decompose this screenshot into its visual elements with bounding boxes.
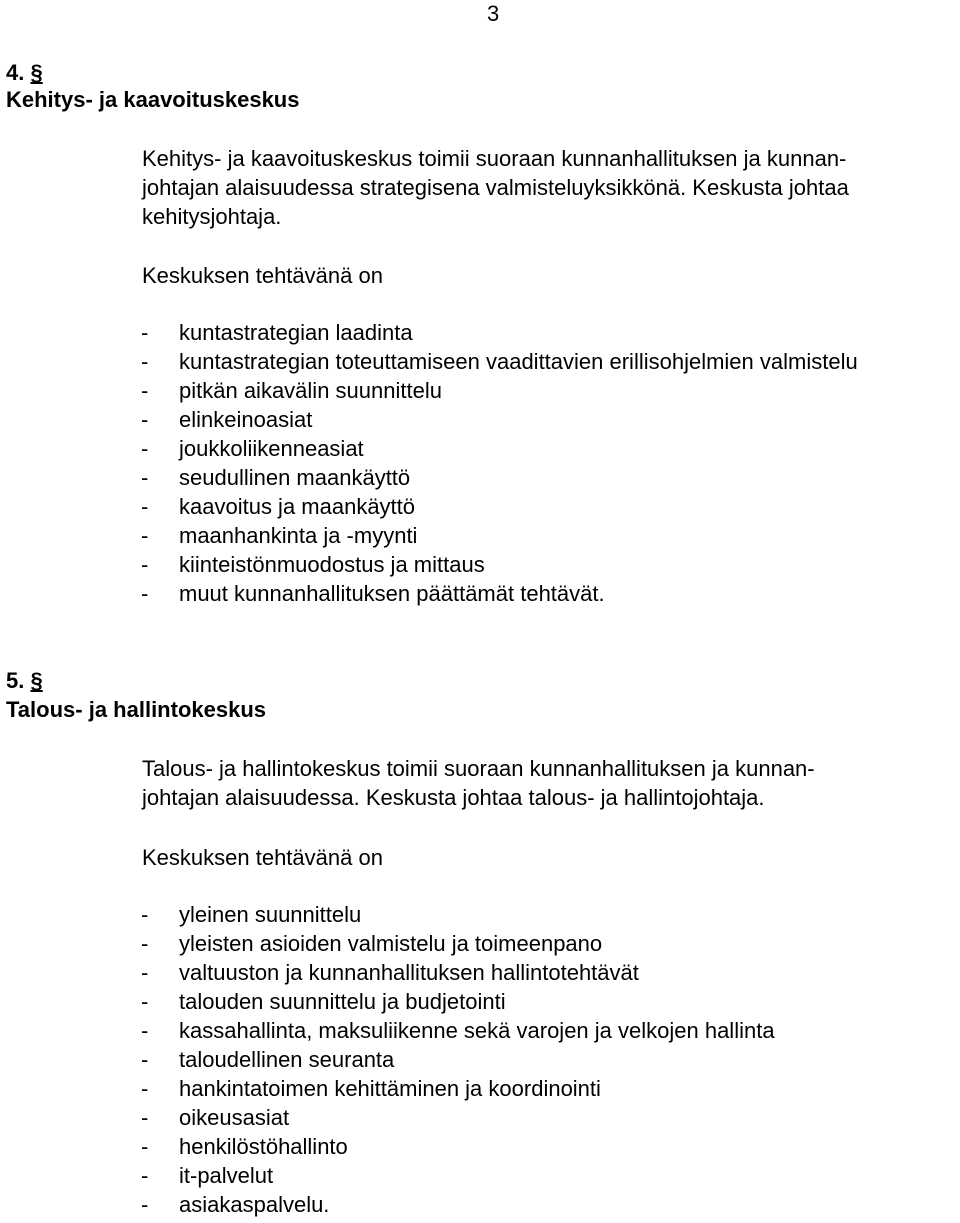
list-item-text: seudullinen maankäyttö <box>179 465 411 490</box>
list-dash: - <box>141 1192 149 1217</box>
list-dash: - <box>141 494 149 519</box>
list-dash: - <box>141 1076 149 1101</box>
list-dash: - <box>141 1134 149 1159</box>
section-4-title: Kehitys- ja kaavoituskeskus <box>6 87 300 112</box>
list-item-text: joukkoliikenneasiat <box>179 436 364 461</box>
page-number: 3 <box>487 1 500 26</box>
list-item-text: muut kunnanhallituksen päättämät tehtävät. <box>179 581 605 606</box>
list-dash: - <box>141 1105 149 1130</box>
paragraph-line: johtajan alaisuudessa strategisena valmisteluyksikkönä. Keskusta johtaa <box>142 175 849 200</box>
list-item-text: talouden suunnittelu ja budjetointi <box>179 989 506 1014</box>
list-item-text: kuntastrategian laadinta <box>179 320 413 345</box>
list-item-text: yleinen suunnittelu <box>179 902 362 927</box>
paragraph-line: Talous- ja hallintokeskus toimii suoraan kunnanhallituksen ja kunnan- <box>142 756 815 781</box>
list-dash: - <box>141 960 149 985</box>
section-symbol: § <box>30 668 43 693</box>
list-dash: - <box>141 989 149 1014</box>
list-dash: - <box>141 1047 149 1072</box>
list-item-text: kuntastrategian toteuttamiseen vaadittavien erillisohjelmien valmistelu <box>179 349 858 374</box>
list-item-text: taloudellinen seuranta <box>179 1047 395 1072</box>
list-item-text: hankintatoimen kehittäminen ja koordinointi <box>179 1076 601 1101</box>
list-item-text: maanhankinta ja -myynti <box>179 523 418 548</box>
list-item-text: kassahallinta, maksuliikenne sekä varojen ja velkojen hallinta <box>179 1018 775 1043</box>
section-5-tasks-intro: Keskuksen tehtävänä on <box>142 845 383 870</box>
list-item-text: kaavoitus ja maankäyttö <box>179 494 416 519</box>
list-dash: - <box>141 320 149 345</box>
list-item-text: elinkeinoasiat <box>179 407 313 432</box>
list-dash: - <box>141 465 149 490</box>
list-dash: - <box>141 523 149 548</box>
list-dash: - <box>141 581 149 606</box>
section-4-tasks-intro: Keskuksen tehtävänä on <box>142 263 383 288</box>
list-item-text: valtuuston ja kunnanhallituksen hallintotehtävät <box>179 960 639 985</box>
section-5-number-line <box>6 670 43 692</box>
list-dash: - <box>141 436 149 461</box>
list-dash: - <box>141 349 149 374</box>
list-dash: - <box>141 931 149 956</box>
list-dash: - <box>141 407 149 432</box>
section-4-number-line <box>6 62 43 84</box>
list-item-text: yleisten asioiden valmistelu ja toimeenpano <box>179 931 603 956</box>
section-4-number: 4. <box>6 60 25 85</box>
list-item-text: kiinteistönmuodostus ja mittaus <box>179 552 485 577</box>
section-5-title: Talous- ja hallintokeskus <box>6 697 266 722</box>
list-item-text: oikeusasiat <box>179 1105 290 1130</box>
list-item-text: pitkän aikavälin suunnittelu <box>179 378 442 403</box>
list-dash: - <box>141 1018 149 1043</box>
paragraph-line: Kehitys- ja kaavoituskeskus toimii suoraan kunnanhallituksen ja kunnan- <box>142 146 847 171</box>
list-item-text: it-palvelut <box>179 1163 274 1188</box>
section-5-number: 5. <box>6 668 25 693</box>
list-dash: - <box>141 902 149 927</box>
list-item-text: asiakaspalvelu. <box>179 1192 330 1217</box>
list-dash: - <box>141 552 149 577</box>
paragraph-line: kehitysjohtaja. <box>142 204 282 229</box>
list-dash: - <box>141 1163 149 1188</box>
list-dash: - <box>141 378 149 403</box>
paragraph-line: johtajan alaisuudessa. Keskusta johtaa talous- ja hallintojohtaja. <box>142 785 765 810</box>
section-symbol: § <box>30 60 43 85</box>
list-item-text: henkilöstöhallinto <box>179 1134 348 1159</box>
